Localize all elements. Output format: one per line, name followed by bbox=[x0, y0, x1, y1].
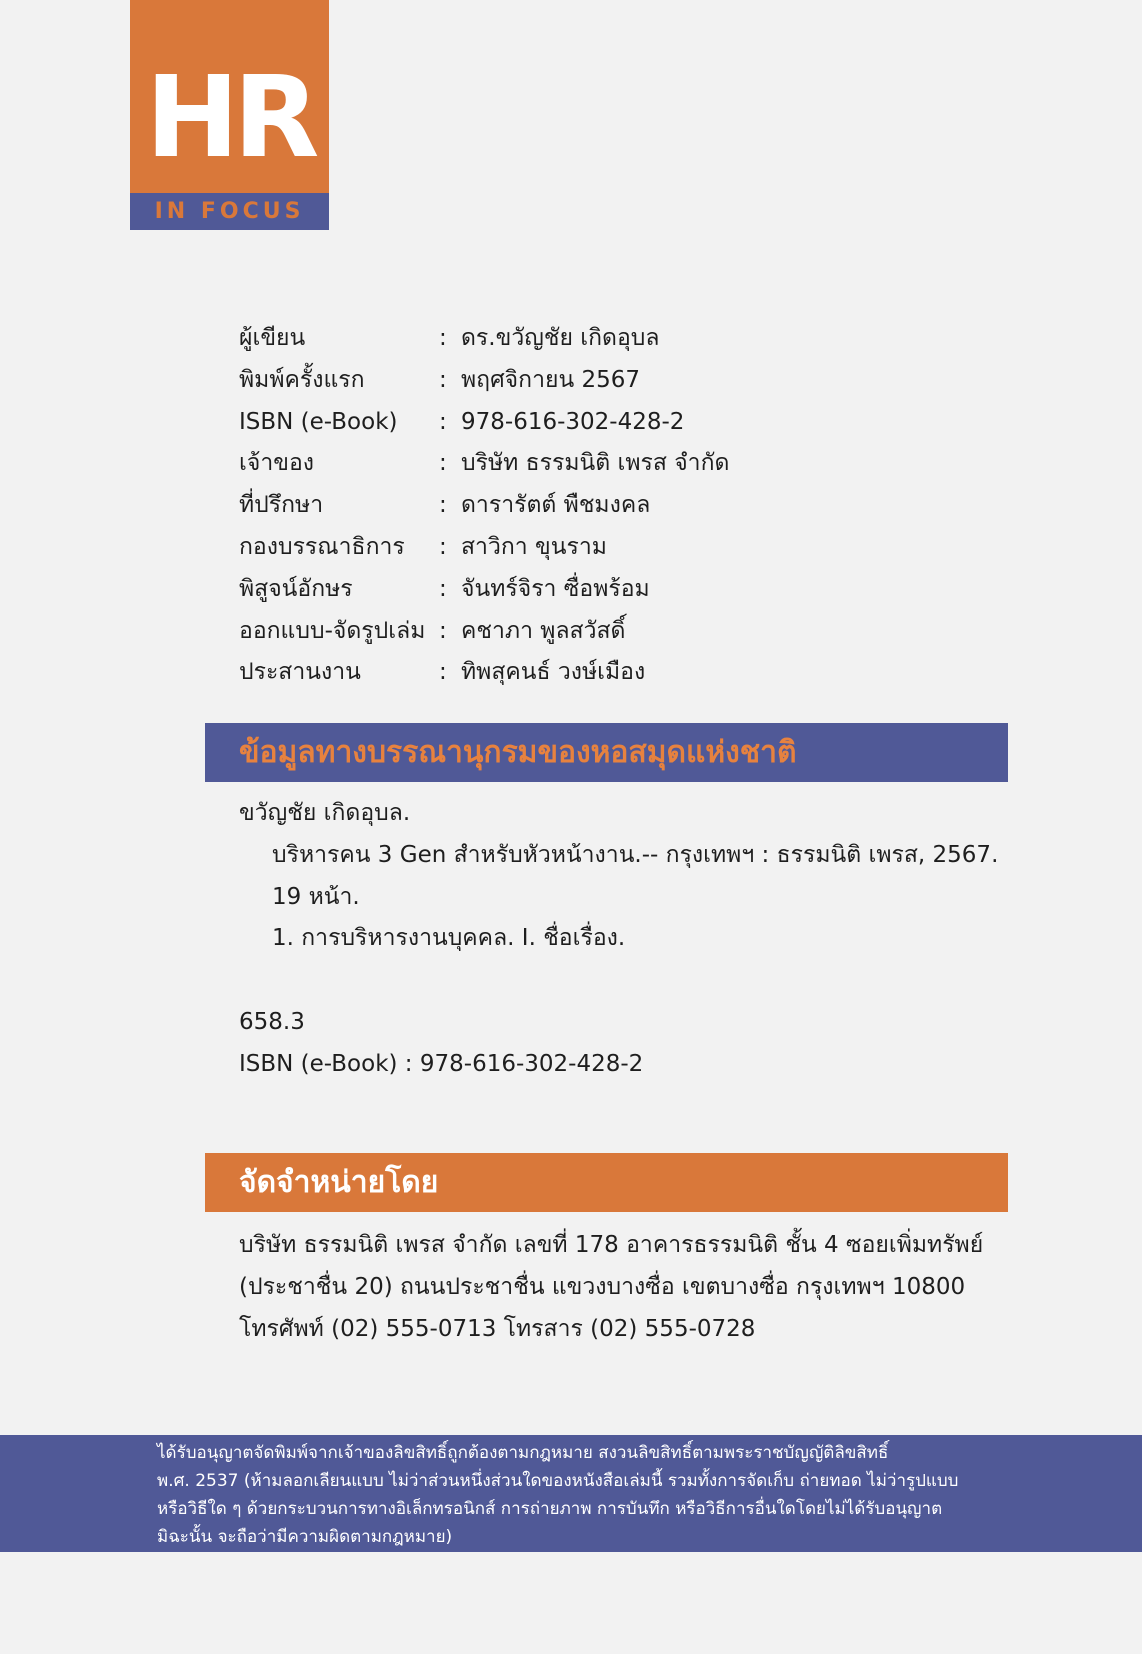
logo-hr-text: HR bbox=[145, 53, 314, 183]
credit-label: ออกแบบ-จัดรูปเล่ม bbox=[239, 617, 426, 644]
credit-value: ดารารัตต์ พืชมงคล bbox=[461, 492, 651, 519]
credit-value: ดร.ขวัญชัย เกิดอุบล bbox=[461, 325, 660, 351]
credit-row-first-print bbox=[239, 360, 1039, 402]
catalog-title-line: บริหารคน 3 Gen สำหรับหัวหน้างาน.-- กรุงเทพฯ : ธรรมนิติ เพรส, 2567. bbox=[272, 841, 999, 868]
credit-value: สาวิกา ขุนราม bbox=[461, 533, 607, 560]
copyright-footer bbox=[0, 1435, 1142, 1552]
credit-separator: : bbox=[439, 617, 447, 644]
credit-label: พิมพ์ครั้งแรก bbox=[239, 366, 365, 393]
credit-row-design bbox=[239, 611, 1039, 653]
credit-label: ที่ปรึกษา bbox=[239, 492, 324, 519]
credit-row-advisor bbox=[239, 485, 1039, 527]
copyright-line: มิฉะนั้น จะถือว่ามีความผิดตามกฎหมาย) bbox=[157, 1527, 453, 1547]
credit-separator: : bbox=[439, 492, 447, 519]
credit-separator: : bbox=[439, 575, 447, 602]
credit-row-author bbox=[239, 318, 1039, 360]
credit-label: กองบรรณาธิการ bbox=[239, 533, 405, 560]
credit-separator: : bbox=[439, 325, 447, 351]
distributor-address-line: บริษัท ธรรมนิติ เพรส จำกัด เลขที่ 178 อาคารธรรมนิติ ชั้น 4 ซอยเพิ่มทรัพย์ bbox=[239, 1232, 984, 1258]
catalog-author: ขวัญชัย เกิดอุบล. bbox=[239, 800, 411, 826]
credit-label: ISBN (e-Book) bbox=[239, 408, 398, 435]
credit-label: เจ้าของ bbox=[239, 450, 315, 477]
copyright-notice bbox=[157, 1439, 987, 1551]
credit-label: ผู้เขียน bbox=[239, 325, 306, 351]
copyright-line: พ.ศ. 2537 (ห้ามลอกเลียนแบบ ไม่ว่าส่วนหนึ่งส่วนใดของหนังสือเล่มนี้ รวมทั้งการจัดเก็บ ถ่ายทอด ไม่ว่ารูปแบบ bbox=[157, 1471, 959, 1491]
copyright-line: ได้รับอนุญาตจัดพิมพ์จากเจ้าของลิขสิทธิ์ถูกต้องตามกฎหมาย สงวนลิขสิทธิ์ตามพระราชบัญญัติลิขสิทธิ์ bbox=[157, 1443, 889, 1463]
credit-value: บริษัท ธรรมนิติ เพรส จำกัด bbox=[461, 450, 730, 477]
credit-row-coordinator bbox=[239, 652, 1039, 694]
credit-value: 978-616-302-428-2 bbox=[461, 408, 685, 435]
catalog-block bbox=[239, 793, 1029, 1086]
credit-value: ทิพสุคนธ์ วงษ์เมือง bbox=[461, 659, 646, 686]
catalog-classification: 658.3 bbox=[239, 1008, 305, 1035]
credit-value: คชาภา พูลสวัสดิ์ bbox=[461, 617, 626, 644]
credit-label: ประสานงาน bbox=[239, 659, 361, 686]
catalog-spacer bbox=[239, 960, 1029, 1002]
credit-separator: : bbox=[439, 366, 447, 393]
credit-value: พฤศจิกายน 2567 bbox=[461, 366, 641, 393]
catalog-subject-line: 1. การบริหารงานบุคคล. I. ชื่อเรื่อง. bbox=[272, 925, 626, 952]
credit-separator: : bbox=[439, 450, 447, 477]
credit-separator: : bbox=[439, 659, 447, 686]
logo-orange-block bbox=[130, 0, 329, 193]
logo-subtitle: IN FOCUS bbox=[154, 199, 305, 224]
credit-label: พิสูจน์อักษร bbox=[239, 575, 353, 602]
distributor-contact-line: โทรศัพท์ (02) 555-0713 โทรสาร (02) 555-0728 bbox=[239, 1316, 756, 1342]
credit-row-owner bbox=[239, 443, 1039, 485]
credit-row-isbn bbox=[239, 402, 1039, 444]
credit-value: จันทร์จิรา ซื่อพร้อม bbox=[461, 575, 650, 602]
hr-in-focus-logo bbox=[130, 0, 329, 230]
credits-list bbox=[239, 318, 1039, 694]
distributor-section-header bbox=[205, 1153, 1008, 1212]
catalog-section-title: ข้อมูลทางบรรณานุกรมของหอสมุดแห่งชาติ bbox=[239, 735, 797, 770]
copyright-line: หรือวิธีใด ๆ ด้วยกระบวนการทางอิเล็กทรอนิกส์ การถ่ายภาพ การบันทึก หรือวิธีการอื่นใดโดยไม่ได้รับอนุญาต bbox=[157, 1499, 943, 1519]
logo-blue-band bbox=[130, 193, 329, 230]
distributor-address-line: (ประชาชื่น 20) ถนนประชาชื่น แขวงบางซื่อ เขตบางซื่อ กรุงเทพฯ 10800 bbox=[239, 1274, 966, 1300]
credit-separator: : bbox=[439, 533, 447, 560]
catalog-section-header bbox=[205, 723, 1008, 782]
distributor-block bbox=[239, 1224, 1029, 1350]
credit-separator: : bbox=[439, 408, 447, 435]
catalog-isbn: ISBN (e-Book) : 978-616-302-428-2 bbox=[239, 1050, 644, 1077]
distributor-section-title: จัดจำหน่ายโดย bbox=[239, 1165, 439, 1200]
credit-row-editorial bbox=[239, 527, 1039, 569]
catalog-pages-line: 19 หน้า. bbox=[272, 883, 360, 910]
credit-row-proofreader bbox=[239, 569, 1039, 611]
